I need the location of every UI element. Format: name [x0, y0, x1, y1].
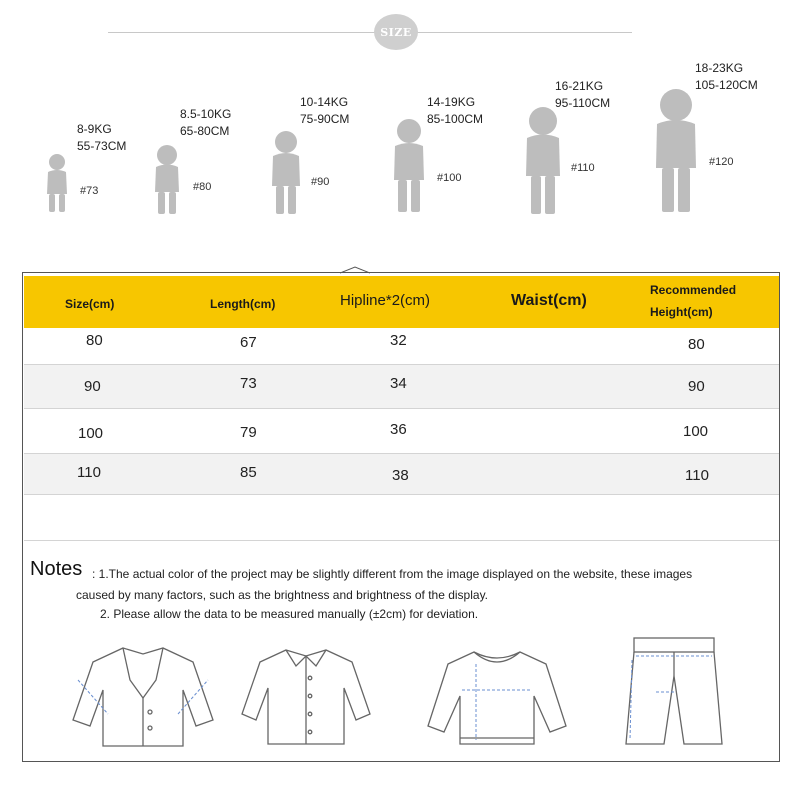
- child-silhouette-icon: [518, 104, 568, 216]
- cell-height: 80: [688, 336, 705, 353]
- cell-length: 67: [240, 334, 257, 351]
- shirt-icon: [238, 644, 374, 748]
- cell-size: 100: [78, 425, 104, 442]
- header-waist: Waist(cm): [511, 292, 587, 309]
- size-badge: SIZE: [374, 14, 418, 50]
- child-silhouette-icon: [148, 142, 186, 216]
- header-recommended: Recommended: [650, 283, 737, 297]
- cell-hipline: 34: [390, 375, 407, 392]
- kid-height: 85-100CM: [427, 112, 484, 126]
- cell-length: 73: [240, 375, 257, 392]
- notes-title: Notes: [30, 558, 83, 580]
- row-divider: [24, 453, 779, 454]
- cell-length: 79: [240, 424, 257, 441]
- kid-weight: 18-23KG: [695, 61, 744, 75]
- note-line-2: caused by many factors, such as the brightness and brightness of the display.: [76, 588, 489, 602]
- kid-code: #120: [709, 156, 734, 168]
- row-divider: [24, 364, 779, 365]
- header-length: Length(cm): [210, 297, 276, 311]
- note-line-3: 2. Please allow the data to be measured manually (±2cm) for deviation.: [100, 607, 479, 621]
- row-divider: [24, 494, 779, 495]
- row-divider: [24, 408, 779, 409]
- header-divider: [108, 32, 632, 33]
- kid-label-100: [427, 94, 483, 128]
- child-silhouette-icon: [386, 116, 432, 214]
- kid-code: #110: [571, 162, 595, 174]
- jacket-icon: [68, 640, 218, 750]
- kid-weight: 8.5-10KG: [180, 107, 232, 121]
- cell-height: 90: [688, 378, 705, 395]
- cell-hipline: 32: [390, 332, 407, 349]
- kid-label-73: [77, 121, 126, 155]
- kid-weight: 16-21KG: [555, 79, 604, 93]
- note-line-1: : 1.The actual color of the project may be slightly different from the image displayed on the website, these images: [92, 567, 693, 581]
- cell-size: 110: [77, 464, 101, 481]
- kid-height: 65-80CM: [180, 124, 230, 138]
- row-divider: [24, 540, 779, 541]
- child-silhouette-icon: [265, 128, 307, 216]
- header-hipline: Hipline*2(cm): [340, 292, 431, 309]
- kid-label-90: [300, 94, 349, 128]
- cell-height: 100: [683, 423, 709, 440]
- kid-code: #73: [80, 185, 99, 197]
- cell-size: 80: [86, 332, 103, 349]
- header-height: Height(cm): [650, 305, 713, 319]
- frame-notch: [340, 266, 370, 276]
- kid-code: #100: [437, 172, 462, 184]
- kid-height: 75-90CM: [300, 112, 350, 126]
- pants-icon: [620, 632, 728, 750]
- cell-size: 90: [84, 378, 101, 395]
- child-silhouette-icon: [647, 86, 705, 214]
- kid-weight: 10-14KG: [300, 95, 349, 109]
- kid-label-80: [180, 106, 231, 140]
- cell-length: 85: [240, 464, 257, 481]
- kid-height: 95-110CM: [555, 96, 611, 110]
- kid-weight: 14-19KG: [427, 95, 476, 109]
- sweater-icon: [424, 642, 570, 748]
- kid-weight: 8-9KG: [77, 122, 112, 136]
- child-silhouette-icon: [40, 150, 74, 214]
- header-size: Size(cm): [65, 297, 115, 311]
- kid-code: #90: [311, 176, 330, 188]
- cell-height: 110: [685, 467, 709, 484]
- cell-hipline: 38: [392, 467, 409, 484]
- kid-height: 55-73CM: [77, 139, 127, 153]
- cell-hipline: 36: [390, 421, 407, 438]
- kid-height: 105-120CM: [695, 78, 758, 92]
- kid-code: #80: [193, 181, 212, 193]
